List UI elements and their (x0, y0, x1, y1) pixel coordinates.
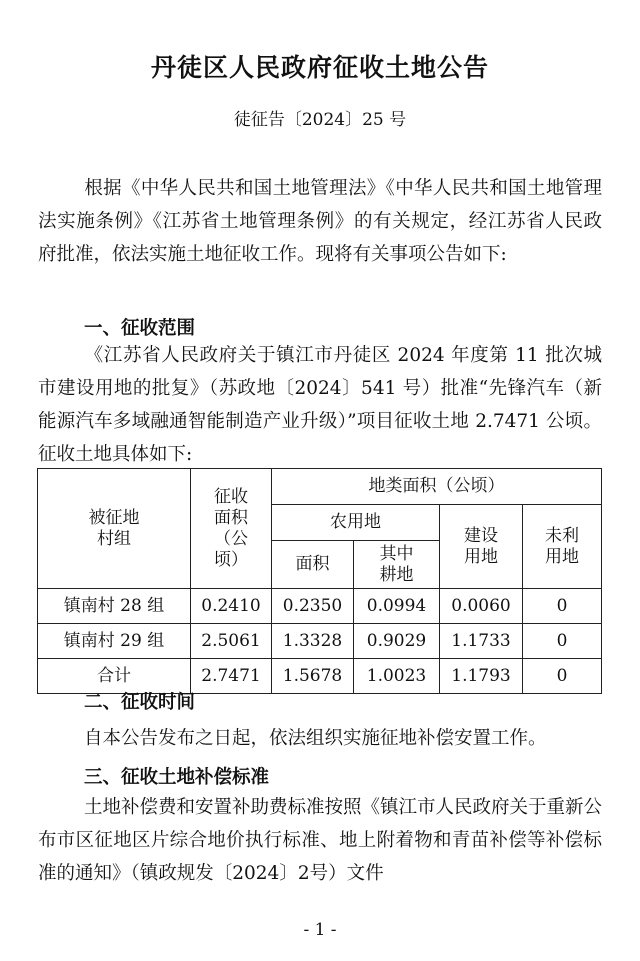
section2-paragraph (38, 722, 602, 755)
cell-agri: 0.2350 (272, 589, 354, 624)
section3-paragraph (38, 791, 602, 890)
cell-construction: 1.1733 (440, 624, 523, 659)
section2-text: 自本公告发布之日起，依法组织实施征地补偿安置工作。 (84, 728, 547, 749)
intro-paragraph (38, 172, 602, 271)
table-row (38, 589, 602, 624)
cell-group: 镇南村 28 组 (38, 589, 191, 624)
cell-construction: 0.0060 (440, 589, 523, 624)
cell-agri: 1.5678 (272, 659, 354, 694)
land-acquisition-table (37, 468, 602, 694)
cell-unused: 0 (523, 624, 602, 659)
header-construction-land: 建设用地 (440, 505, 523, 589)
cell-cultivated: 0.0994 (354, 589, 440, 624)
cell-unused: 0 (523, 589, 602, 624)
header-acquisition-area: 征收面积（公顷） (191, 469, 272, 589)
table-row (38, 624, 602, 659)
section3-heading: 三、征收土地补偿标准 (84, 767, 270, 788)
document-number: 徒征告〔2024〕25 号 (233, 110, 407, 130)
header-unused-land: 未利用地 (523, 505, 602, 589)
cell-group: 合计 (38, 659, 191, 694)
header-agricultural-land: 农用地 (272, 505, 440, 541)
section3-text: 土地补偿费和安置补助费标准按照《镇江市人民政府关于重新公布市区征地区片综合地价执行标准、地上附着物和青苗补偿等补偿标准的通知》（镇政规发〔2024〕2号）文件 (38, 797, 603, 884)
header-village-group: 被征地村组 (38, 469, 191, 589)
cell-area: 2.7471 (191, 659, 272, 694)
section2-heading: 二、征收时间 (84, 692, 196, 713)
intro-text: 根据《中华人民共和国土地管理法》《中华人民共和国土地管理法实施条例》《江苏省土地管理条例》的有关规定，经江苏省人民政府批准，依法实施土地征收工作。现将有关事项公告如下: (38, 178, 602, 265)
header-cultivated-land: 其中耕地 (354, 541, 440, 589)
cell-cultivated: 0.9029 (354, 624, 440, 659)
page-number: - 1 - (303, 920, 337, 940)
section1-paragraph (38, 339, 602, 471)
document-title: 丹徒区人民政府征收土地公告 (150, 53, 489, 82)
cell-group: 镇南村 29 组 (38, 624, 191, 659)
cell-area: 0.2410 (191, 589, 272, 624)
header-agri-area: 面积 (272, 541, 354, 589)
cell-construction: 1.1793 (440, 659, 523, 694)
cell-area: 2.5061 (191, 624, 272, 659)
cell-cultivated: 1.0023 (354, 659, 440, 694)
header-land-type-area: 地类面积（公顷） (272, 469, 602, 505)
cell-agri: 1.3328 (272, 624, 354, 659)
section1-text: 《江苏省人民政府关于镇江市丹徒区 2024 年度第 11 批次城市建设用地的批复》（苏政地〔2024〕541 号）批准“先锋汽车（新能源汽车多域融通智能制造产业升级）”项目征收土地 2.7471 公顷。征收土地具体如下: (38, 345, 602, 465)
section1-heading: 一、征收范围 (84, 318, 196, 339)
cell-unused: 0 (523, 659, 602, 694)
